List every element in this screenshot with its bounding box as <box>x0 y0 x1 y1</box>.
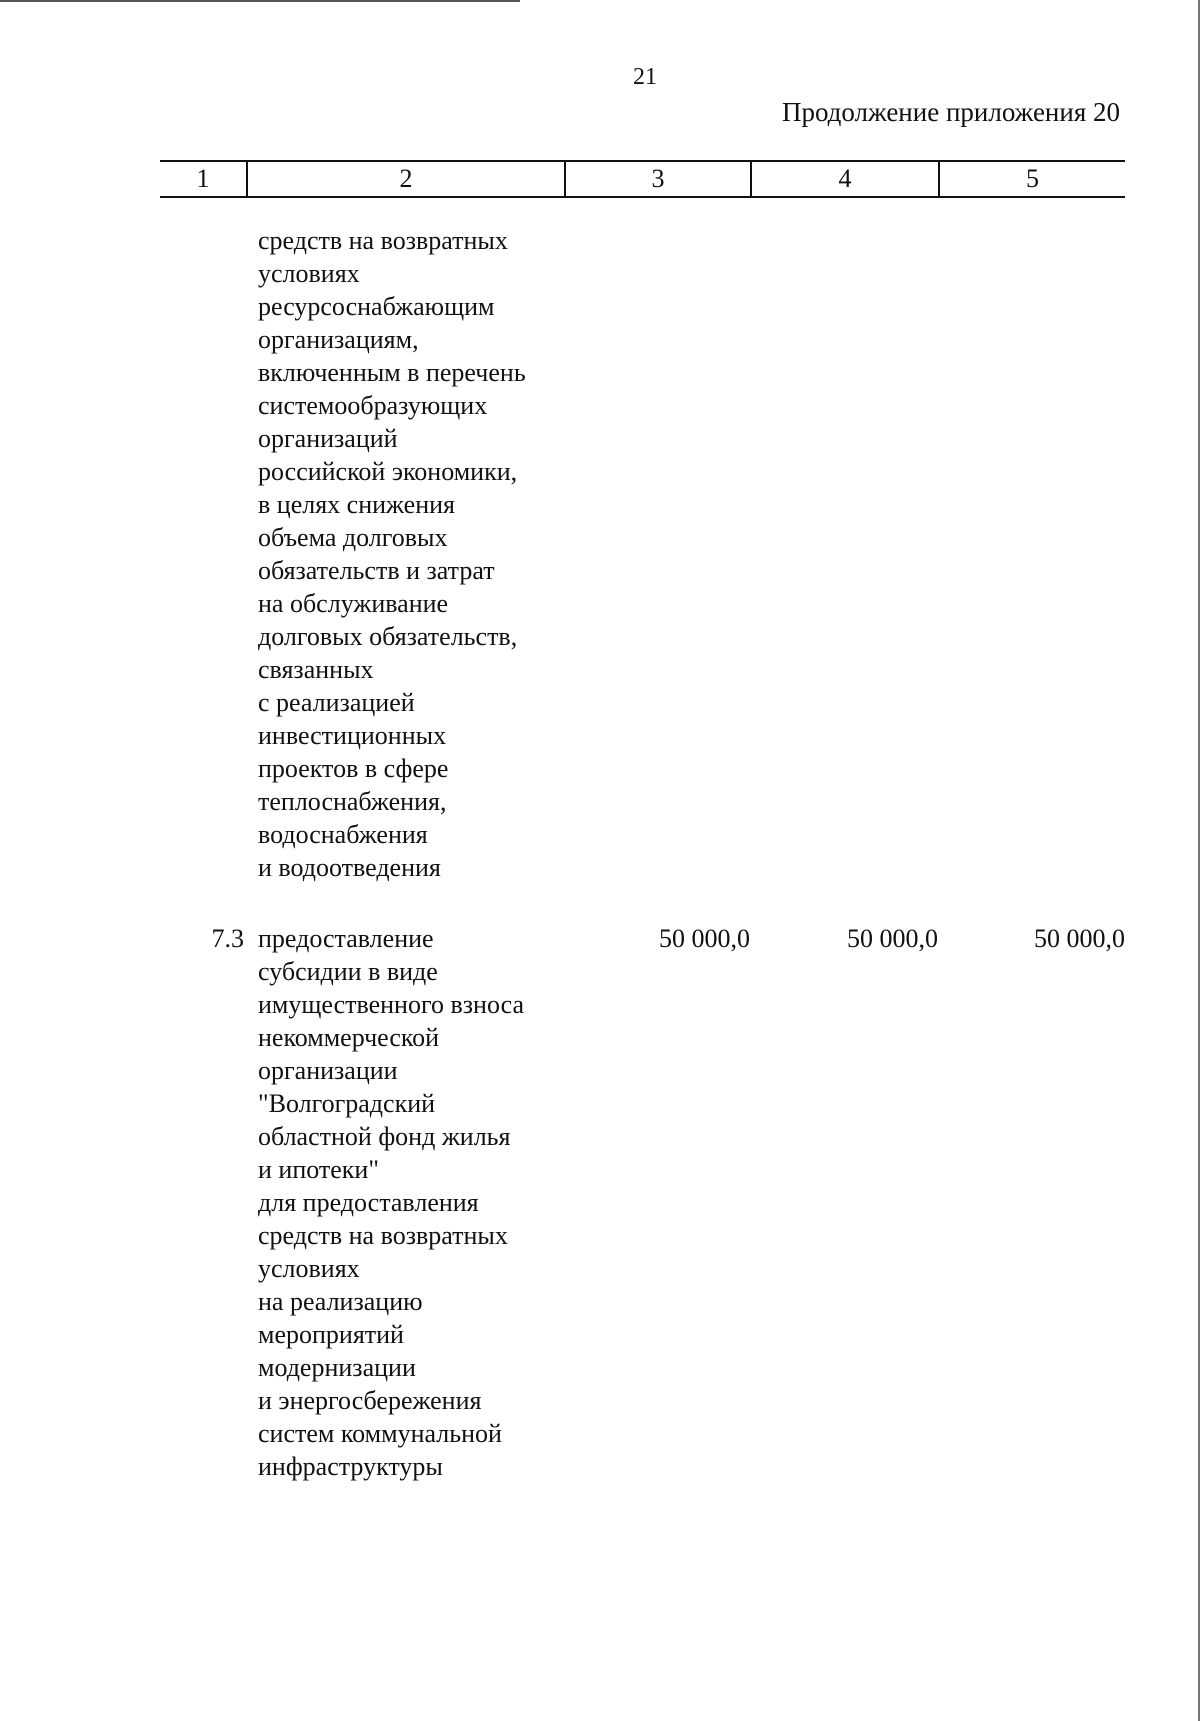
table-header-row <box>160 160 1125 198</box>
row-value-col5 <box>938 224 1125 884</box>
page-number: 21 <box>633 64 657 90</box>
row-description: предоставление субсидии в виде имущественного взноса некоммерческой организации "Волгоградский областной фонд жилья и ипотеки" для предоставления средств на возвратных условиях на реализацию мероприятий модернизации и энергосбережения систем коммунальной инфраструктуры <box>258 924 524 1481</box>
column-header-4: 4 <box>750 162 938 196</box>
table-row <box>160 224 1125 884</box>
row-value-col3: 50 000,0 <box>659 924 750 953</box>
row-number <box>160 224 246 884</box>
table-row <box>160 922 1125 1483</box>
column-header-3: 3 <box>564 162 750 196</box>
row-value-col4 <box>750 224 938 884</box>
continuation-caption: Продолжение приложения 20 <box>781 97 1120 127</box>
row-value-col4: 50 000,0 <box>847 924 938 953</box>
row-value-col3 <box>576 224 750 884</box>
column-header-1: 1 <box>196 164 210 193</box>
scan-edge-top <box>0 0 520 2</box>
column-header-2: 2 <box>246 162 564 196</box>
column-header-5: 5 <box>938 162 1125 196</box>
row-value-col5: 50 000,0 <box>1034 924 1125 953</box>
row-spacer <box>160 884 1125 922</box>
table-body <box>160 224 1125 1483</box>
row-description: средств на возвратных условиях ресурсоснабжающим организациям, включенным в перечень системообразующих организаций российской экономики, в целях снижения объема долговых обязательств и затрат на обслуживание долговых обязательств, связанных с реализацией инвестиционных проектов в сфере теплоснабжения, водоснабжения и водоотведения <box>258 226 526 882</box>
row-number: 7.3 <box>211 924 244 953</box>
